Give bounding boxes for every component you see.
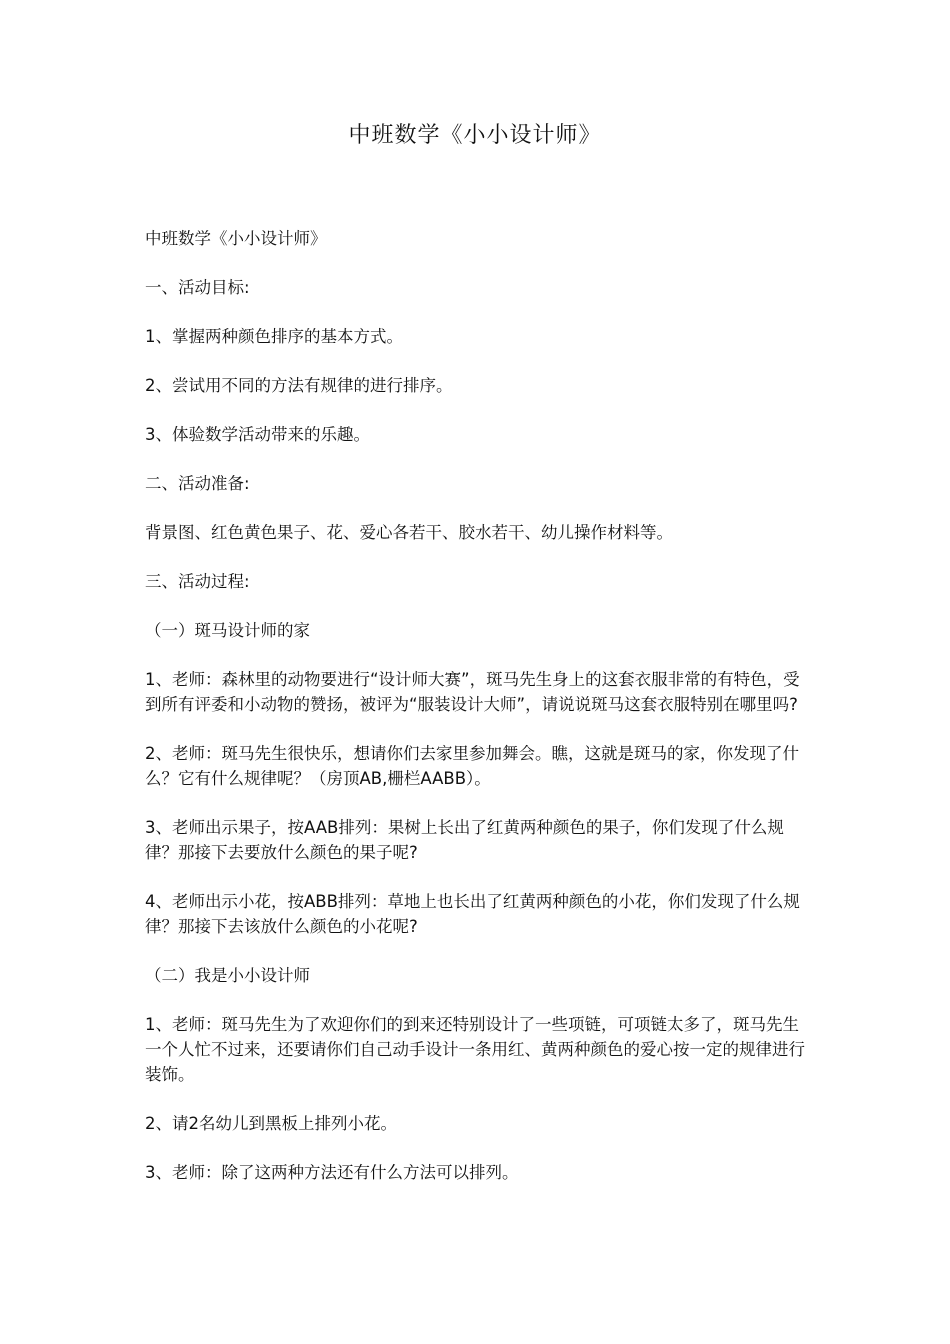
paragraph: 3、老师：除了这两种方法还有什么方法可以排列。: [145, 1163, 519, 1182]
document-title: 中班数学《小小设计师》: [348, 123, 602, 148]
paragraph: 2、老师：斑马先生很快乐，想请你们去家里参加舞会。瞧，这就是斑马的家，你发现了什么？它有什么规律呢？（房顶AB,栅栏AABB）。: [145, 744, 799, 788]
paragraph: 2、请2名幼儿到黑板上排列小花。: [145, 1114, 397, 1133]
paragraph: 3、老师出示果子，按AAB排列：果树上长出了红黄两种颜色的果子，你们发现了什么规律？那接下去要放什么颜色的果子呢?: [145, 818, 784, 862]
paragraph: 1、老师：森林里的动物要进行“设计师大赛”，斑马先生身上的这套衣服非常的有特色，受到所有评委和小动物的赞扬，被评为“服装设计大师”，请说说斑马这套衣服特别在哪里吗?: [145, 670, 800, 714]
paragraph: 1、掌握两种颜色排序的基本方式。: [145, 327, 403, 346]
subsection-heading: （一）斑马设计师的家: [145, 621, 310, 640]
paragraph: 1、老师：斑马先生为了欢迎你们的到来还特别设计了一些项链，可项链太多了，斑马先生一个人忙不过来，还要请你们自己动手设计一条用红、黄两种颜色的爱心按一定的规律进行装饰。: [145, 1015, 805, 1084]
paragraph: 背景图、红色黄色果子、花、爱心各若干、胶水若干、幼儿操作材料等。: [145, 523, 673, 542]
paragraph: 3、体验数学活动带来的乐趣。: [145, 425, 370, 444]
paragraph-subtitle: 中班数学《小小设计师》: [145, 229, 327, 248]
section-heading-process: 三、活动过程:: [145, 572, 250, 591]
subsection-heading: （二）我是小小设计师: [145, 966, 310, 985]
paragraph: 4、老师出示小花，按ABB排列：草地上也长出了红黄两种颜色的小花，你们发现了什么规律？那接下去该放什么颜色的小花呢?: [145, 892, 800, 936]
section-heading-goals: 一、活动目标:: [145, 278, 250, 297]
section-heading-preparation: 二、活动准备:: [145, 474, 250, 493]
paragraph: 2、尝试用不同的方法有规律的进行排序。: [145, 376, 453, 395]
document-body: [145, 226, 810, 1209]
